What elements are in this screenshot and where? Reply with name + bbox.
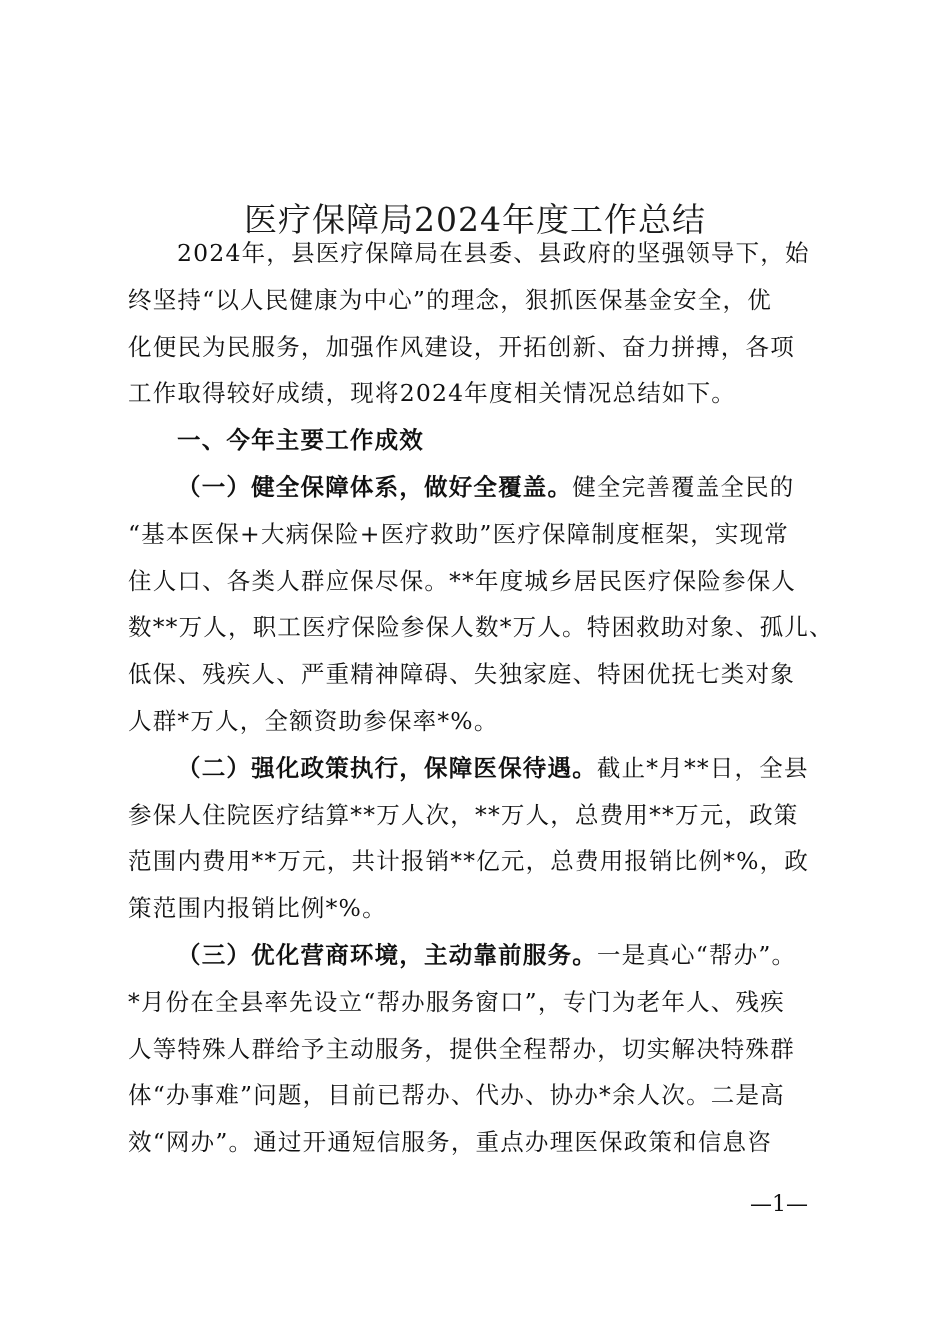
paragraph-line: 住人口、各类人群应保尽保。**年度城乡居民医疗保险参保人 [128,566,797,595]
paragraph-line: 终坚持“以人民健康为中心”的理念，狠抓医保基金安全，优 [128,285,772,314]
subsection-heading: （三）优化营商环境，主动靠前服务。 [177,940,597,969]
subsection-heading: （一）健全保障体系，做好全覆盖。 [177,472,573,501]
paragraph-line: 效“网办”。通过开通短信服务，重点办理医保政策和信息咨 [128,1128,772,1157]
paragraph-line: 策范围内报销比例*%。 [128,894,387,923]
paragraph-line: 人等特殊人群给予主动服务，提供全程帮办，切实解决特殊群 [128,1034,795,1063]
subsection-line: （三）优化营商环境，主动靠前服务。一是真心“帮办”。 [177,940,797,969]
subsection-line: （一）健全保障体系，做好全覆盖。健全完善覆盖全民的 [177,472,795,501]
page-number: —1— [750,1192,808,1217]
section-heading: 一、今年主要工作成效 [177,426,424,455]
paragraph-line: 范围内费用**万元，共计报销**亿元，总费用报销比例*%，政 [128,847,810,876]
paragraph-line: 化便民为民服务，加强作风建设，开拓创新、奋力拼搏，各项 [128,332,795,361]
paragraph-line: 2024年，县医疗保障局在县委、县政府的坚强领导下，始 [177,239,810,267]
paragraph-line: 数**万人，职工医疗保险参保人数*万人。特困救助对象、孤儿、 [128,613,834,642]
document-title: 医疗保障局2024年度工作总结 [244,200,706,240]
subsection-line: （二）强化政策执行，保障医保待遇。截止*月**日，全县 [177,753,809,782]
document-body [128,230,834,1166]
paragraph-line: 低保、残疾人、严重精神障碍、失独家庭、特困优抚七类对象 [128,660,795,689]
paragraph-line: 体“办事难”问题，目前已帮办、代办、协办*余人次。二是高 [128,1081,785,1110]
paragraph-line: 工作取得较好成绩，现将2024年度相关情况总结如下。 [128,379,737,408]
paragraph-line: 人群*万人，全额资助参保率*%。 [128,706,499,735]
paragraph-line: *月份在全县率先设立“帮办服务窗口”，专门为老年人、残疾 [128,987,785,1016]
subsection-heading: （二）强化政策执行，保障医保待遇。 [177,753,597,782]
paragraph-line: 参保人住院医疗结算**万人次，**万人，总费用**万元，政策 [128,800,799,829]
paragraph-line: “基本医保+大病保险+医疗救助”医疗保障制度框架，实现常 [128,519,790,548]
